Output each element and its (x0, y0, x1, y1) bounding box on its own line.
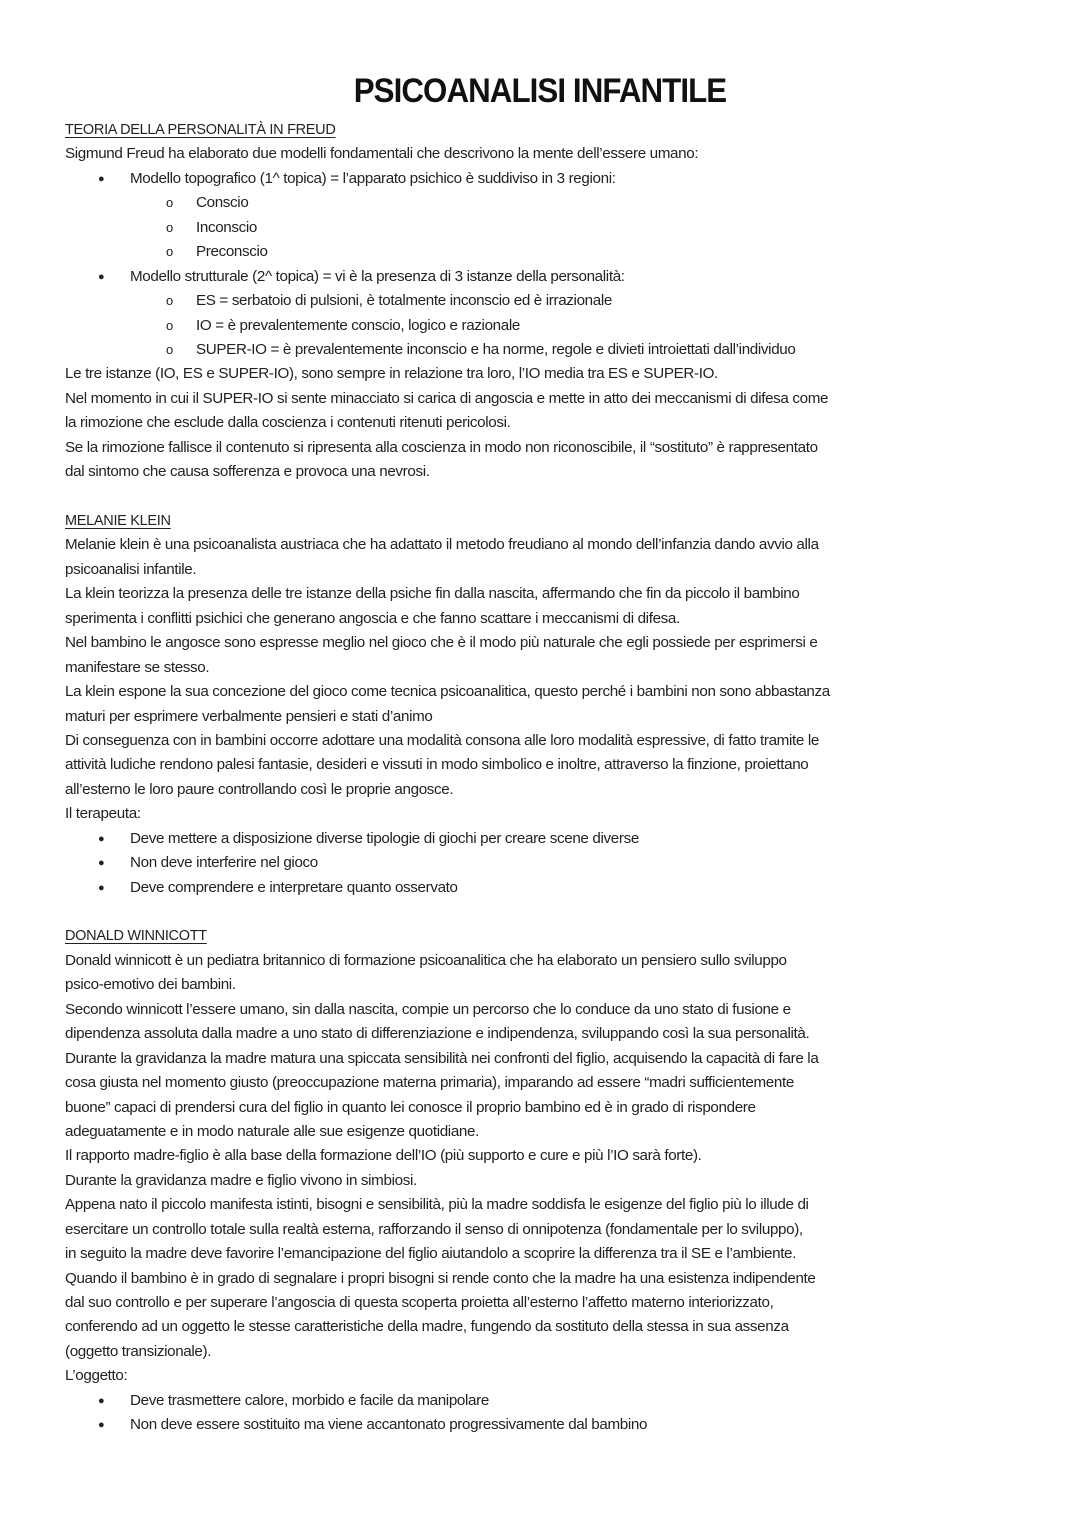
text-line (65, 1267, 1025, 1291)
sub-bullet-item (65, 191, 1025, 215)
bullet-icon: ● (98, 881, 105, 894)
text-line (65, 1193, 1025, 1217)
line-text: Di conseguenza con in bambini occorre adottare una modalità consona alle loro modalità espressive, di fatto tramite le (65, 731, 819, 749)
text-line (65, 1096, 1025, 1120)
line-text: conferendo ad un oggetto le stesse caratteristiche della madre, fungendo da sostituto della stessa in sua assenza (65, 1318, 789, 1336)
text-line (65, 142, 1025, 166)
document-body (65, 118, 1025, 1438)
sub-bullet-item (65, 240, 1025, 264)
section-spacer (65, 485, 1025, 509)
line-text: esercitare un controllo totale sulla realtà esterna, rafforzando il senso di onnipotenza (fondamentale per lo sviluppo), (65, 1220, 803, 1238)
text-line (65, 1047, 1025, 1071)
line-text: Il terapeuta: (65, 805, 141, 823)
line-text: Appena nato il piccolo manifesta istinti, bisogni e sensibilità, più la madre soddisfa le esigenze del figlio più lo illude di (65, 1196, 809, 1214)
line-text: buone” capaci di prendersi cura del figlio in quanto lei conosce il proprio bambino ed è in grado di rispondere (65, 1098, 756, 1116)
line-text: Modello topografico (1^ topica) = l’apparato psichico è suddiviso in 3 regioni: (130, 169, 616, 187)
bullet-item (65, 851, 1025, 875)
text-line (65, 656, 1025, 680)
section-heading: TEORIA DELLA PERSONALITÀ IN FREUD (65, 122, 336, 138)
line-text: attività ludiche rendono palesi fantasie, desideri e vissuti in modo simbolico e inoltre, attraverso la finzione, proiettano (65, 756, 809, 774)
line-text: Nel bambino le angosce sono espresse meglio nel gioco che è il modo più naturale che egli possiede per esprimersi e (65, 634, 818, 652)
line-text: cosa giusta nel momento giusto (preoccupazione materna primaria), imparando ad essere “madri sufficientemente (65, 1074, 794, 1092)
text-line (65, 533, 1025, 557)
bullet-icon: ● (98, 832, 105, 845)
line-text: Il rapporto madre-figlio è alla base della formazione dell’IO (più supporto e cure e più l’IO sarà forte). (65, 1147, 702, 1165)
line-text: Modello strutturale (2^ topica) = vi è la presenza di 3 istanze della personalità: (130, 267, 625, 285)
line-text: manifestare se stesso. (65, 658, 210, 676)
line-text: Donald winnicott è un pediatra britannico di formazione psicoanalitica che ha elaborato un pensiero sullo sviluppo (65, 951, 787, 969)
bullet-item (65, 167, 1025, 191)
sub-bullet-item (65, 314, 1025, 338)
sub-bullet-item (65, 289, 1025, 313)
bullet-icon: ● (98, 1394, 105, 1407)
line-text: Preconscio (196, 243, 268, 261)
line-text: (oggetto transizionale). (65, 1342, 212, 1360)
line-text: psico-emotivo dei bambini. (65, 976, 236, 994)
bullet-item (65, 265, 1025, 289)
text-line (65, 1218, 1025, 1242)
line-text: La klein espone la sua concezione del gioco come tecnica psicoanalitica, questo perché i bambini non sono abbastanza (65, 683, 830, 701)
section-heading: DONALD WINNICOTT (65, 928, 207, 945)
bullet-icon: ● (98, 1419, 105, 1432)
line-text: Deve trasmettere calore, morbido e facile da manipolare (130, 1391, 489, 1409)
section (65, 924, 1025, 1437)
line-text: Secondo winnicott l’essere umano, sin dalla nascita, compie un percorso che lo conduce da uno stato di fusione e (65, 1000, 791, 1018)
text-line (65, 998, 1025, 1022)
line-text: Melanie klein è una psicoanalista austriaca che ha adattato il metodo freudiano al mondo dell’infanzia dando avvio alla (65, 536, 819, 554)
line-text: Durante la gravidanza la madre matura una spiccata sensibilità nei confronti del figlio, acquisendo la capacità di fare la (65, 1049, 819, 1067)
bullet-item (65, 827, 1025, 851)
line-text: Non deve interferire nel gioco (130, 854, 318, 872)
line-text: SUPER-IO = è prevalentemente inconscio e ha norme, regole e divieti introiettati dall’individuo (196, 340, 796, 358)
bullet-icon: ● (98, 172, 105, 185)
line-text: dal suo controllo e per superare l’angoscia di questa scoperta proietta all’esterno l’affetto materno interiorizzato, (65, 1294, 774, 1311)
line-text: maturi per esprimere verbalmente pensieri e stati d’animo (65, 707, 433, 725)
section-spacer (65, 900, 1025, 924)
text-line (65, 680, 1025, 704)
text-line (65, 1364, 1025, 1388)
line-text: Quando il bambino è in grado di segnalare i propri bisogni si rende conto che la madre ha una esistenza indipendente (65, 1269, 816, 1287)
line-text: Nel momento in cui il SUPER-IO si sente minacciato si carica di angoscia e mette in atto dei meccanismi di difesa come (65, 389, 829, 407)
line-text: La klein teorizza la presenza delle tre istanze della psiche fin dalla nascita, affermando che fin da piccolo il bambino (65, 585, 800, 603)
text-line (65, 1144, 1025, 1168)
line-text: all’esterno le loro paure controllando così le proprie angosce. (65, 780, 454, 798)
text-line (65, 1169, 1025, 1193)
text-line (65, 1071, 1025, 1095)
line-text: Deve comprendere e interpretare quanto osservato (130, 878, 458, 896)
line-text: ES = serbatoio di pulsioni, è totalmente inconscio ed è irrazionale (196, 292, 612, 310)
text-line (65, 753, 1025, 777)
section-heading: MELANIE KLEIN (65, 513, 171, 529)
line-text: Le tre istanze (IO, ES e SUPER-IO), sono sempre in relazione tra loro, l’IO media tra ES e SUPER-IO. (65, 365, 718, 383)
text-line (65, 949, 1025, 973)
text-line (65, 1291, 1025, 1315)
line-text: Se la rimozione fallisce il contenuto si ripresenta alla coscienza in modo non riconoscibile, il “sostituto” è rappresentato (65, 438, 818, 456)
line-text: dipendenza assoluta dalla madre a uno stato di differenziazione e indipendenza, sviluppando così la sua personalità. (65, 1025, 810, 1043)
line-text: Durante la gravidanza madre e figlio vivono in simbiosi. (65, 1171, 417, 1189)
bullet-icon: ● (98, 270, 105, 283)
text-line (65, 460, 1025, 484)
circle-bullet-icon: o (166, 219, 173, 235)
line-text: psicoanalisi infantile. (65, 560, 197, 578)
text-line (65, 802, 1025, 826)
line-text: adeguatamente e in modo naturale alle sue esigenze quotidiane. (65, 1122, 479, 1140)
text-line (65, 705, 1025, 729)
line-text: la rimozione che esclude dalla coscienza i contenuti ritenuti pericolosi. (65, 414, 511, 432)
text-line (65, 1340, 1025, 1364)
text-line (65, 973, 1025, 997)
text-line (65, 436, 1025, 460)
circle-bullet-icon: o (166, 317, 173, 333)
line-text: IO = è prevalentemente conscio, logico e razionale (196, 316, 520, 334)
text-line (65, 1315, 1025, 1339)
text-line (65, 607, 1025, 631)
text-line (65, 411, 1025, 435)
text-line (65, 1022, 1025, 1046)
section (65, 118, 1025, 485)
line-text: Non deve essere sostituito ma viene accantonato progressivamente dal bambino (130, 1416, 648, 1434)
text-line (65, 362, 1025, 386)
text-line (65, 582, 1025, 606)
text-line (65, 558, 1025, 582)
text-line (65, 631, 1025, 655)
text-line (65, 1120, 1025, 1144)
circle-bullet-icon: o (166, 341, 173, 357)
bullet-item (65, 1389, 1025, 1413)
line-text: Conscio (196, 194, 249, 212)
bullet-item (65, 1413, 1025, 1437)
line-text: L’oggetto: (65, 1367, 128, 1385)
line-text: sperimenta i conflitti psichici che generano angoscia e che fanno scattare i meccanismi di difesa. (65, 609, 680, 627)
text-line (65, 778, 1025, 802)
bullet-item (65, 876, 1025, 900)
text-line (65, 729, 1025, 753)
line-text: Inconscio (196, 218, 258, 236)
section (65, 509, 1025, 900)
bullet-icon: ● (98, 857, 105, 870)
text-line (65, 387, 1025, 411)
line-text: dal sintomo che causa sofferenza e provoca una nevrosi. (65, 463, 430, 481)
text-line (65, 1242, 1025, 1266)
sub-bullet-item (65, 338, 1025, 362)
circle-bullet-icon: o (166, 244, 173, 260)
circle-bullet-icon: o (166, 293, 173, 309)
line-text: in seguito la madre deve favorire l’emancipazione del figlio aiutandolo a scoprire la differenza tra il SE e l’ambiente. (65, 1245, 797, 1263)
line-text: Deve mettere a disposizione diverse tipologie di giochi per creare scene diverse (130, 829, 639, 847)
line-text: Sigmund Freud ha elaborato due modelli fondamentali che descrivono la mente dell’essere umano: (65, 145, 699, 163)
sub-bullet-item (65, 216, 1025, 240)
circle-bullet-icon: o (166, 195, 173, 211)
document-title: PSICOANALISI INFANTILE (353, 72, 727, 110)
